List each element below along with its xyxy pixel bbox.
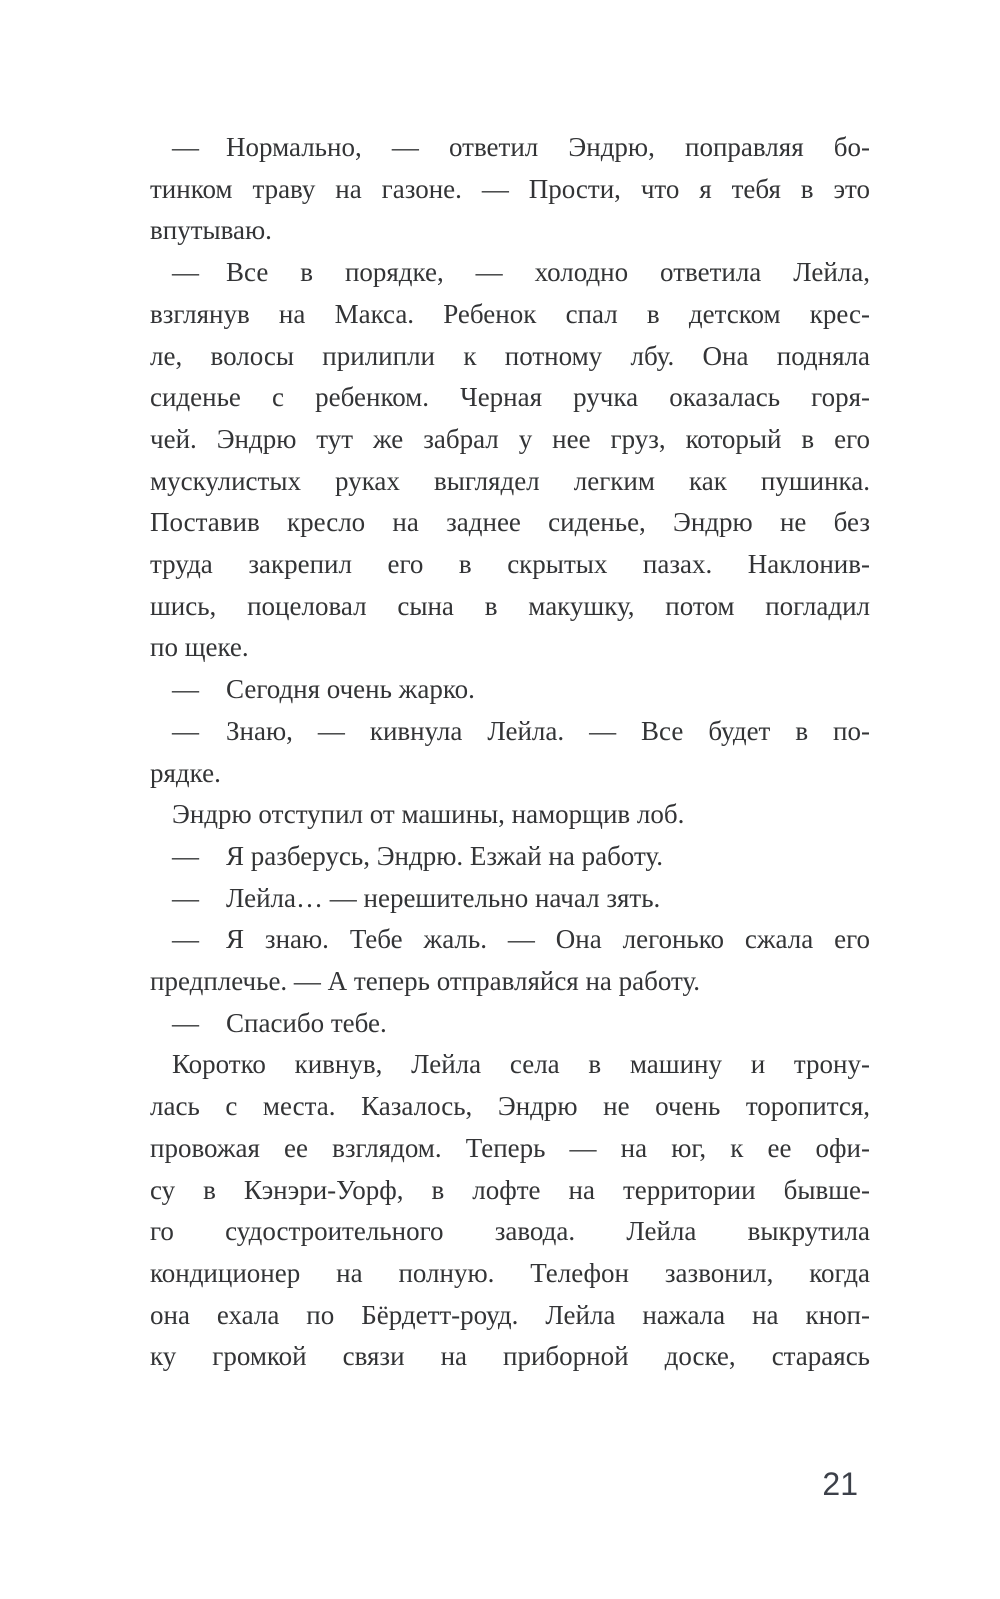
text-line: по щеке. xyxy=(150,632,249,663)
text-line: мускулистых руках выглядел легким как пушинка. xyxy=(150,465,870,496)
text-line: тинком траву на газоне. — Прости, что я тебя в это xyxy=(150,173,870,204)
text-line: су в Кэнэри-Уорф, в лофте на территории бывше- xyxy=(150,1174,870,1205)
text-line: Эндрю отступил от машины, наморщив лоб. xyxy=(172,799,685,830)
text-line: — Спасибо тебе. xyxy=(172,1007,387,1038)
text-line: ле, волосы прилипли к потному лбу. Она подняла xyxy=(150,340,870,371)
text-line: чей. Эндрю тут же забрал у нее груз, который в его xyxy=(150,423,870,454)
text-line: Поставив кресло на заднее сиденье, Эндрю не без xyxy=(150,507,870,538)
text-line: — Я разберусь, Эндрю. Езжай на работу. xyxy=(172,840,663,871)
text-line: — Лейла… — нерешительно начал зять. xyxy=(172,882,661,913)
text-block xyxy=(150,127,870,1378)
text-line: — Сегодня очень жарко. xyxy=(172,674,475,705)
text-line: — Я знаю. Тебе жаль. — Она легонько сжала его xyxy=(172,924,870,955)
text-line: кондиционер на полную. Телефон зазвонил, когда xyxy=(150,1257,870,1288)
text-line: го судостроительного завода. Лейла выкрутила xyxy=(150,1216,870,1247)
text-line: шись, поцеловал сына в макушку, потом погладил xyxy=(150,590,870,621)
text-line: впутываю. xyxy=(150,215,272,246)
text-line: Коротко кивнув, Лейла села в машину и трону- xyxy=(172,1049,870,1080)
text-line: сиденье с ребенком. Черная ручка оказалась горя- xyxy=(150,382,870,413)
text-line: она ехала по Бёрдетт-роуд. Лейла нажала на кноп- xyxy=(150,1299,870,1330)
page-number: 21 xyxy=(822,1466,858,1502)
text-line: предплечье. — А теперь отправляйся на работу. xyxy=(150,966,701,997)
text-line: провожая ее взглядом. Теперь — на юг, к ее офи- xyxy=(150,1132,870,1163)
text-line: рядке. xyxy=(150,757,221,788)
text-line: труда закрепил его в скрытых пазах. Наклонив- xyxy=(150,549,870,580)
text-line: — Нормально, — ответил Эндрю, поправляя бо- xyxy=(172,132,870,162)
text-line: — Знаю, — кивнула Лейла. — Все будет в по- xyxy=(172,715,870,746)
text-line: взглянув на Макса. Ребенок спал в детском крес- xyxy=(150,298,870,329)
text-line: лась с места. Казалось, Эндрю не очень торопится, xyxy=(150,1091,870,1122)
text-line: — Все в порядке, — холодно ответила Лейла, xyxy=(172,257,870,288)
text-line: ку громкой связи на приборной доске, стараясь xyxy=(150,1341,870,1372)
